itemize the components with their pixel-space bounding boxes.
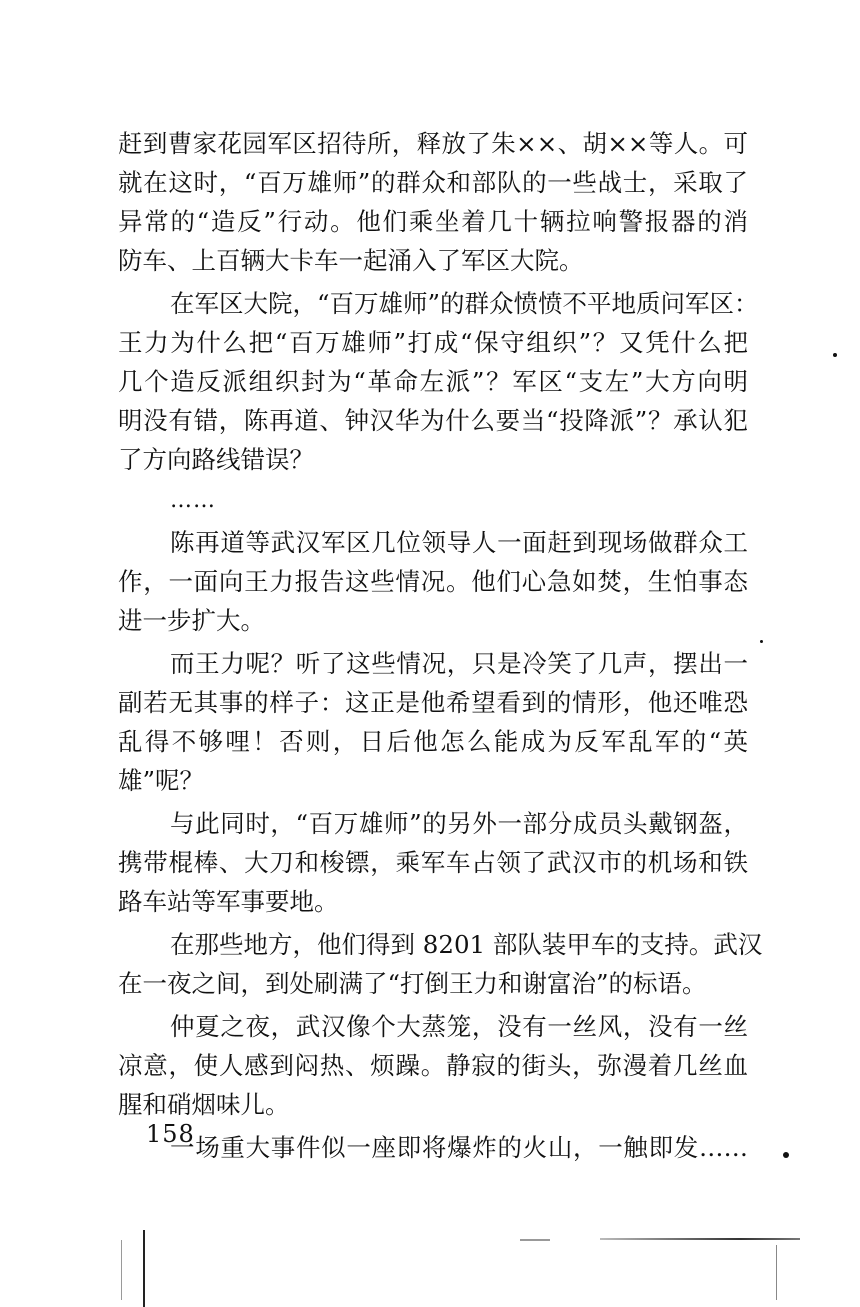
binding-edge-line bbox=[143, 1230, 145, 1307]
binding-edge-line-faint bbox=[121, 1240, 122, 1300]
paragraph-start-line: 在军区大院，“百万雄师”的群众愤愤不平地质问军区： bbox=[170, 289, 759, 318]
text-line: 乱得不够哩！否则，日后他怎么能成为反军乱军的“英 bbox=[118, 727, 748, 756]
text-line: 路车站等军事要地。 bbox=[118, 887, 339, 916]
paragraph-start-line: 在那些地方，他们得到 8201 部队装甲车的支持。武汉 bbox=[170, 930, 763, 959]
text-line: 携带棍棒、大刀和梭镖，乘军车占领了武汉市的机场和铁 bbox=[118, 848, 748, 877]
text-line: 了方向路线错误？ bbox=[118, 445, 314, 474]
body-text bbox=[118, 124, 763, 1167]
scan-edge-line bbox=[776, 1245, 777, 1300]
text-line: 凉意，使人感到闷热、烦躁。静寂的街头，弥漫着几丝血 bbox=[118, 1051, 748, 1080]
text-line: 防车、上百辆大卡车一起涌入了军区大院。 bbox=[118, 246, 584, 275]
text-line: 异常的“造反”行动。他们乘坐着几十辆拉响警报器的消 bbox=[118, 207, 748, 236]
ellipsis-line: …… bbox=[170, 488, 216, 513]
scan-speck bbox=[783, 1152, 789, 1158]
paragraph-start-line: 而王力呢？听了这些情况，只是冷笑了几声，摆出一 bbox=[170, 649, 748, 678]
paragraph-start-line: 一场重大事件似一座即将爆炸的火山，一触即发…… bbox=[170, 1133, 748, 1162]
text-line: 在一夜之间，到处刷满了“打倒王力和谢富治”的标语。 bbox=[118, 969, 707, 998]
text-line: 王力为什么把“百万雄师”打成“保守组织”？又凭什么把 bbox=[118, 328, 748, 357]
scan-edge-dash bbox=[600, 1238, 800, 1240]
scan-edge-dash bbox=[520, 1239, 550, 1241]
text-line: 几个造反派组织封为“革命左派”？军区“支左”大方向明 bbox=[118, 367, 748, 396]
scan-speck bbox=[760, 640, 763, 643]
paragraph-start-line: 与此同时，“百万雄师”的另外一部分成员头戴钢盔， bbox=[170, 809, 748, 838]
page-number: 158 bbox=[146, 1120, 195, 1148]
text-line: 就在这时，“百万雄师”的群众和部队的一些战士，采取了 bbox=[118, 168, 748, 197]
text-line: 进一步扩大。 bbox=[118, 606, 265, 635]
text-line: 雄”呢？ bbox=[118, 766, 205, 795]
text-line: 作，一面向王力报告这些情况。他们心急如焚，生怕事态 bbox=[118, 567, 748, 596]
text-line: 明没有错，陈再道、钟汉华为什么要当“投降派”？承认犯 bbox=[118, 406, 748, 435]
text-line: 腥和硝烟味儿。 bbox=[118, 1090, 290, 1119]
paragraph-start-line: 陈再道等武汉军区几位领导人一面赶到现场做群众工 bbox=[170, 528, 748, 557]
paragraph-start-line: 仲夏之夜，武汉像个大蒸笼，没有一丝风，没有一丝 bbox=[170, 1012, 748, 1041]
text-line: 副若无其事的样子：这正是他希望看到的情形，他还唯恐 bbox=[118, 688, 748, 717]
text-line: 赶到曹家花园军区招待所，释放了朱××、胡××等人。可 bbox=[118, 129, 748, 158]
scan-speck bbox=[833, 353, 837, 357]
